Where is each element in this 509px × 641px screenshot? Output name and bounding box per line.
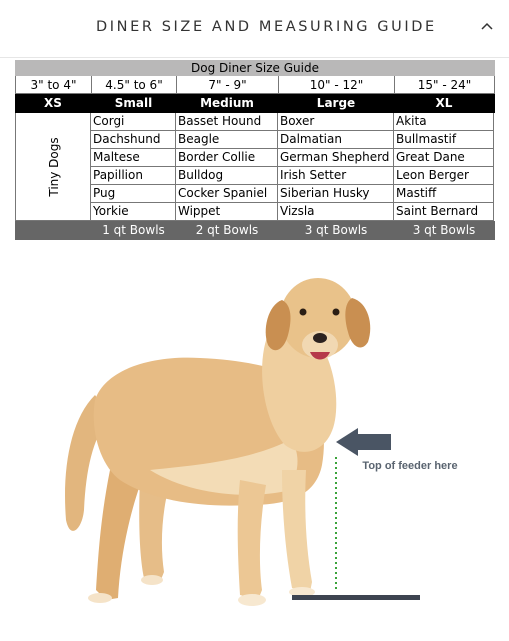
breed-cell: Papillion xyxy=(91,167,176,185)
breed-cell: Cocker Spaniel xyxy=(176,185,278,203)
breed-cell: Border Collie xyxy=(176,149,278,167)
breed-cell: Bullmastif xyxy=(394,131,494,149)
size-range-xl: 15" - 24" xyxy=(395,76,495,94)
breed-cell: Saint Bernard xyxy=(394,203,494,221)
breed-cell: Wippet xyxy=(176,203,278,221)
floor-line xyxy=(292,595,420,600)
breed-cell: Leon Berger xyxy=(394,167,494,185)
breed-cell: Boxer xyxy=(278,113,394,131)
xs-column xyxy=(15,113,91,221)
breed-cell: Vizsla xyxy=(278,203,394,221)
size-range-row xyxy=(15,76,495,94)
bowl-size-row xyxy=(15,221,495,240)
breed-cell: Mastiff xyxy=(394,185,494,203)
small-column xyxy=(91,113,176,221)
size-range-large: 10" - 12" xyxy=(279,76,395,94)
accordion-header[interactable] xyxy=(0,0,509,58)
dog-measuring-illustration xyxy=(0,258,509,641)
bowl-size-xl: 3 qt Bowls xyxy=(412,223,476,237)
breed-cell: Yorkie xyxy=(91,203,176,221)
golden-retriever-image xyxy=(65,278,370,606)
breed-cell: Pug xyxy=(91,185,176,203)
table-title: Dog Diner Size Guide xyxy=(15,60,495,76)
size-label-large: Large xyxy=(316,96,356,110)
medium-column xyxy=(176,113,278,221)
xl-column xyxy=(394,113,494,221)
size-range-small: 4.5" to 6" xyxy=(92,76,177,94)
tiny-dogs-label: Tiny Dogs xyxy=(47,137,61,197)
size-range-xs: 3" to 4" xyxy=(16,76,92,94)
bowl-size-medium: 2 qt Bowls xyxy=(195,223,259,237)
bowl-size-xs xyxy=(15,221,91,240)
size-range-medium: 7" - 9" xyxy=(177,76,279,94)
breed-cell: Irish Setter xyxy=(278,167,394,185)
breed-cell: Dalmatian xyxy=(278,131,394,149)
breed-cell: Great Dane xyxy=(394,149,494,167)
size-label-row xyxy=(15,94,495,113)
breed-cell: Beagle xyxy=(176,131,278,149)
breed-grid xyxy=(15,113,495,221)
bowl-size-small: 1 qt Bowls xyxy=(102,223,165,237)
breed-cell: Dachshund xyxy=(91,131,176,149)
breed-cell: Maltese xyxy=(91,149,176,167)
breed-cell: Corgi xyxy=(91,113,176,131)
section-title: DINER SIZE AND MEASURING GUIDE xyxy=(96,19,437,35)
breed-cell: Akita xyxy=(394,113,494,131)
breed-cell: Bulldog xyxy=(176,167,278,185)
size-guide-table xyxy=(15,60,495,240)
feeder-label: Top of feeder here xyxy=(362,460,458,472)
breed-cell: Siberian Husky xyxy=(278,185,394,203)
size-label-xl: XL xyxy=(435,96,453,110)
breed-cell: Basset Hound xyxy=(176,113,278,131)
size-label-medium: Medium xyxy=(200,96,254,110)
breed-cell: German Shepherd xyxy=(278,149,394,167)
bowl-size-large: 3 qt Bowls xyxy=(304,223,368,237)
size-label-small: Small xyxy=(114,96,153,110)
size-label-xs: XS xyxy=(44,96,62,110)
left-arrow-icon xyxy=(336,428,391,456)
chevron-up-icon[interactable] xyxy=(478,19,496,33)
large-column xyxy=(278,113,394,221)
